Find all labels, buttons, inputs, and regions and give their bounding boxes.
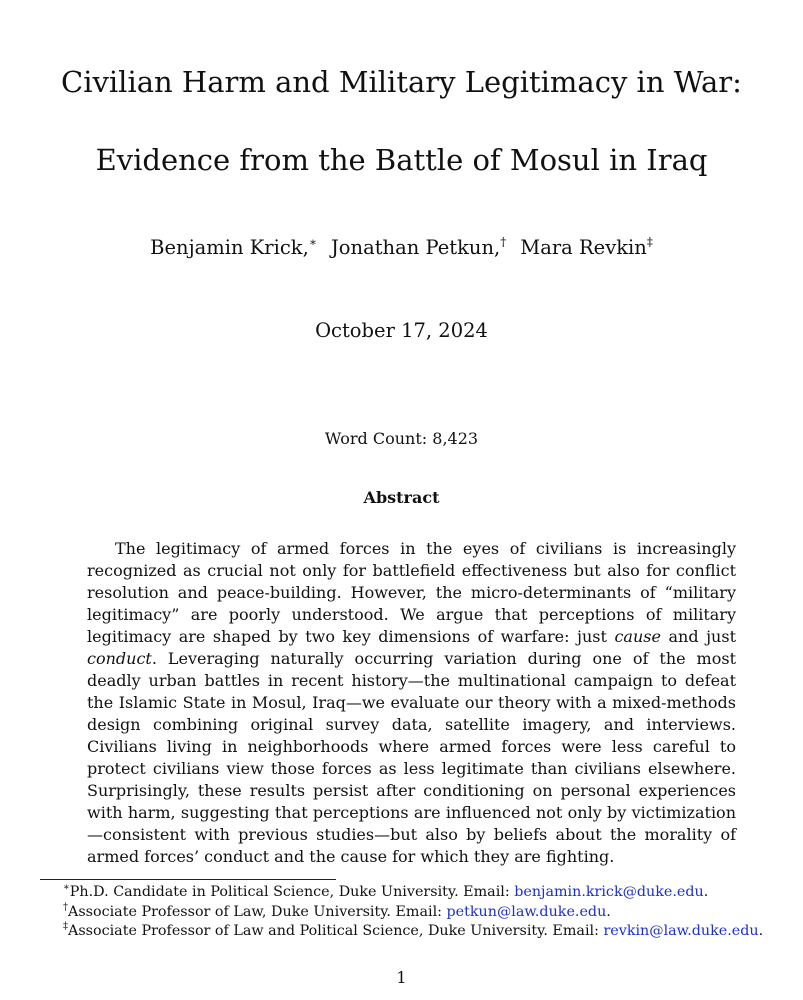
footnote-mark: †	[63, 901, 68, 913]
footnote-rule	[40, 879, 336, 880]
footnote-mark: ‡	[63, 921, 68, 932]
abstract-heading: Abstract	[363, 488, 440, 507]
author-name: Jonathan Petkun,	[330, 236, 501, 259]
title-line-1: Civilian Harm and Military Legitimacy in War:	[61, 65, 742, 99]
word-count: Word Count: 8,423	[324, 429, 479, 448]
author-footnote-mark: †	[500, 235, 507, 249]
footnote-end: .	[606, 903, 611, 920]
footnote-mark: ∗	[63, 882, 70, 893]
author-name: Benjamin Krick,	[150, 236, 309, 259]
abstract-text: . Leveraging naturally occurring variation during one of the most deadly urban battles in recent history—the multinational campaign to defeat the Islamic State in Mosul, Iraq—we evaluate our theory with a mixed-methods design combining original survey data, satellite imagery, and interviews. Civilians living in neighborhoods where armed forces were less careful to protect civilians view those forces as less legitimate than civilians elsewhere. Surprisingly, these results persist after conditioning on personal experiences with harm, suggesting that perceptions are influenced not only by victimization—consistent with previous studies—but also by beliefs about the morality of armed forces’ conduct and the cause for which they are fighting.	[87, 649, 736, 866]
author-footnote-mark: ∗	[308, 235, 317, 249]
publication-date: October 17, 2024	[315, 319, 488, 342]
footnote-text: Associate Professor of Law and Political Science, Duke University. Email:	[68, 923, 604, 939]
email-link[interactable]: benjamin.krick@duke.edu	[514, 884, 704, 900]
page-number: 1	[396, 968, 407, 987]
footnote-end: .	[703, 884, 709, 900]
email-link[interactable]: revkin@law.duke.edu	[603, 923, 759, 939]
footnote	[63, 903, 763, 923]
abstract-emphasis: conduct	[87, 649, 152, 668]
footnotes	[63, 883, 763, 942]
footnote-text: Associate Professor of Law, Duke University. Email:	[68, 903, 447, 920]
email-link[interactable]: petkun@law.duke.edu	[446, 903, 607, 920]
abstract-body	[87, 538, 736, 868]
footnote-text: Ph.D. Candidate in Political Science, Duke University. Email:	[69, 884, 515, 900]
abstract-text: and just	[660, 627, 736, 646]
footnote	[63, 883, 763, 903]
footnote	[63, 922, 763, 942]
abstract-emphasis: cause	[614, 627, 661, 646]
author-list	[0, 234, 803, 262]
author-footnote-mark: ‡	[646, 235, 653, 249]
title-line-2: Evidence from the Battle of Mosul in Iraq	[95, 143, 708, 177]
footnote-end: .	[758, 923, 764, 939]
abstract-text: The legitimacy of armed forces in the eyes of civilians is increasingly recognized as crucial not only for battlefield effectiveness but also for conflict resolution and peace-building. However, the micro-determinants of “military legitimacy” are poorly understood. We argue that perceptions of military legitimacy are shaped by two key dimensions of warfare: just	[87, 539, 736, 646]
author-name: Mara Revkin	[520, 236, 647, 259]
abstract-paragraph	[87, 538, 736, 868]
